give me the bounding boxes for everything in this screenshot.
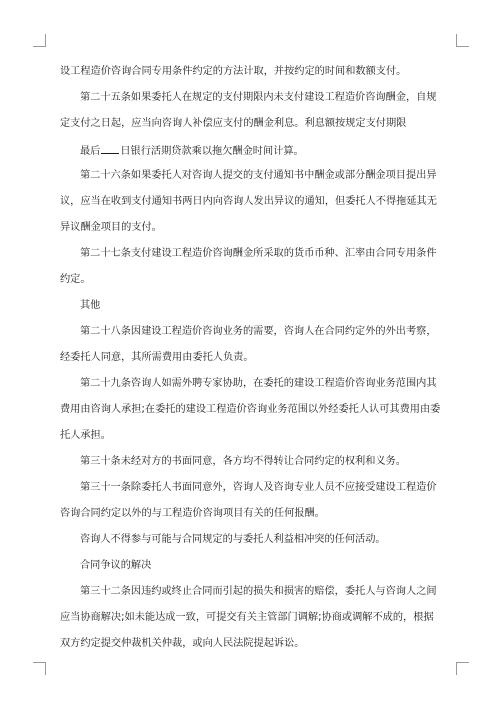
paragraph-line: 经委托人同意，其所需费用由委托人负责。 <box>60 352 254 363</box>
paragraph-line: 第二十六条如果委托人对咨询人提交的支付通知书中酬金或部分酬金项目提出异 <box>80 170 437 181</box>
section-heading: 其他 <box>80 300 101 311</box>
paragraph-line: 咨询人不得参与可能与合同规定的与委托人利益相冲突的任何活动。 <box>80 534 386 545</box>
paragraph-line: 应当协商解决;如未能达成一致，可提交有关主管部门调解;协商或调解不成的，根据 <box>60 612 434 623</box>
document-body <box>60 65 440 663</box>
crop-mark-bottom-left <box>33 662 46 675</box>
paragraph-line: 第三十一条除委托人书面同意外，咨询人及咨询专业人员不应接受建设工程造价 <box>80 482 437 493</box>
paragraph-line: 托人承担。 <box>60 430 111 441</box>
paragraph-line: 第二十九条咨询人如需外聘专家协助，在委托的建设工程造价咨询业务范围内其 <box>80 378 437 389</box>
paragraph-line: 约定。 <box>60 274 91 285</box>
paragraph-line: 第三十条未经对方的书面同意，各方均不得转让合同约定的权利和义务。 <box>80 456 406 467</box>
paragraph-line: 第三十二条因违约或终止合同而引起的损失和损害的赔偿，委托人与咨询人之间 <box>80 586 437 597</box>
paragraph-line <box>60 143 440 157</box>
crop-mark-bottom-right <box>456 662 469 675</box>
paragraph-line: 第二十七条支付建设工程造价咨询酬金所采取的货币币种、汇率由合同专用条件 <box>80 248 437 259</box>
paragraph-line: 咨询合同约定以外的与工程造价咨询项目有关的任何报酬。 <box>60 508 325 519</box>
section-heading: 合同争议的解决 <box>80 560 152 571</box>
paragraph-line: 双方约定提交仲裁机关仲裁，或向人民法院提起诉讼。 <box>60 638 305 649</box>
paragraph-line: 异议酬金项目的支付。 <box>60 222 162 233</box>
paragraph-line: 第二十五条如果委托人在规定的支付期限内未支付建设工程造价咨询酬金，自规 <box>80 92 437 103</box>
paragraph-line: 议，应当在收到支付通知书两日内向咨询人发出异议的通知，但委托人不得拖延其无 <box>60 196 437 207</box>
crop-mark-top-left <box>33 34 46 47</box>
blank-underline <box>101 143 119 154</box>
paragraph-line: 定支付之日起，应当向咨询人补偿应支付的酬金利息。利息额按规定支付期限 <box>60 118 407 129</box>
crop-mark-top-right <box>456 34 469 47</box>
paragraph-line: 第二十八条因建设工程造价咨询业务的需要，咨询人在合同约定外的外出考察， <box>80 326 437 337</box>
text-fragment: 最后 <box>80 146 101 157</box>
text-fragment: 日银行活期贷款乘以拖欠酬金时间计算。 <box>120 146 304 157</box>
paragraph-line: 设工程造价咨询合同专用条件约定的方法计取，并按约定的时间和数额支付。 <box>60 66 407 77</box>
paragraph-line: 费用由咨询人承担;在委托的建设工程造价咨询业务范围以外经委托人认可其费用由委 <box>60 404 441 415</box>
